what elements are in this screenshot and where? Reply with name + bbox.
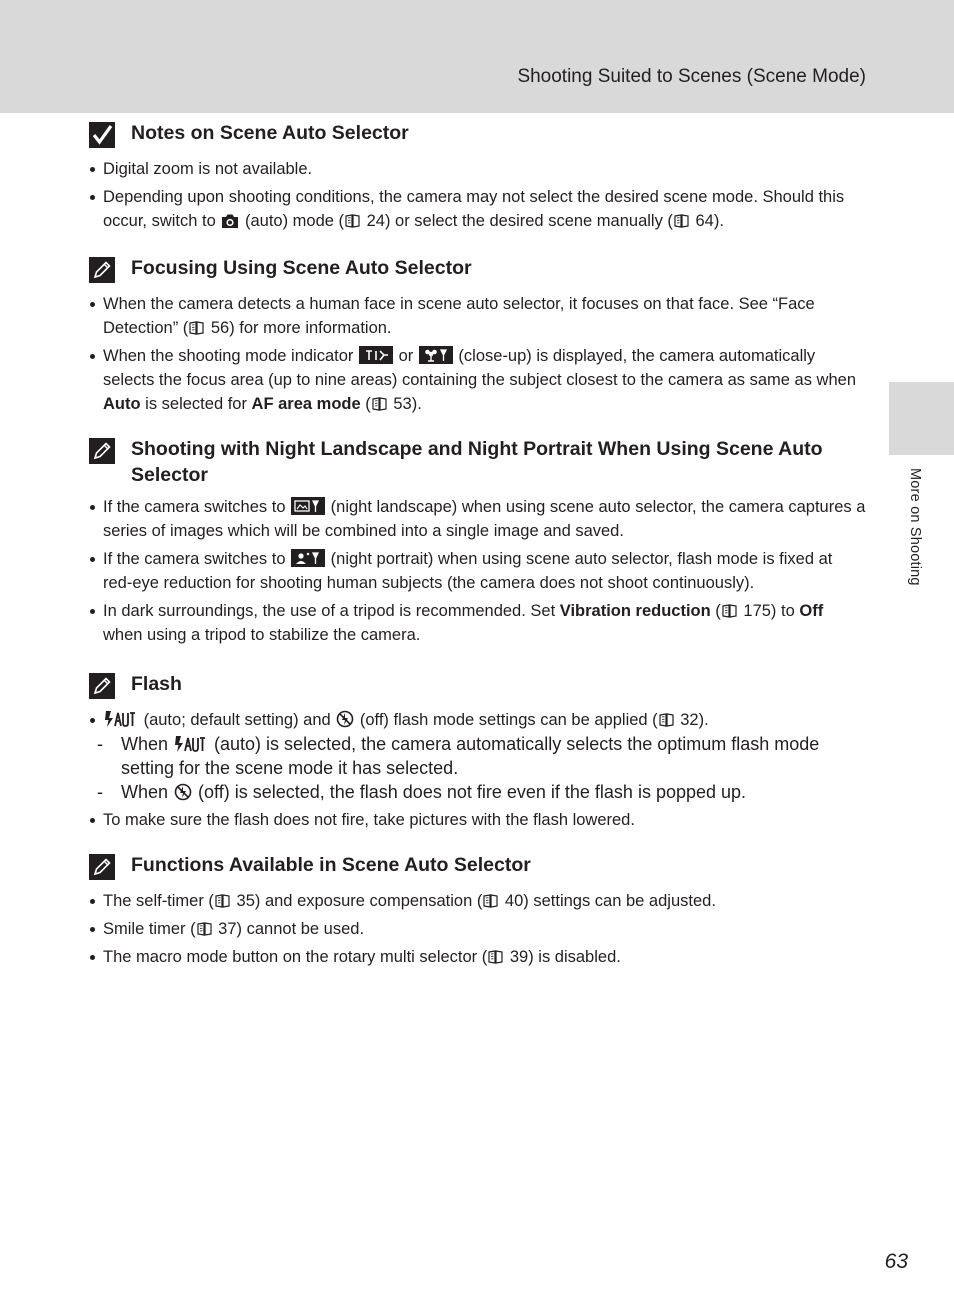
book-reference-icon [197, 922, 212, 936]
section-night-landscape-portrait [88, 436, 866, 651]
pencil-icon [88, 256, 116, 284]
flash-auto-icon [174, 735, 208, 753]
checkmark-icon [88, 121, 116, 149]
sub-list-item: - When (auto) is selected, the camera automatically selects the optimum flash mode setting for the scene mode it has selected. [88, 732, 866, 780]
chapter-tab-label: More on Shooting [907, 468, 923, 586]
list-item: Digital zoom is not available. [88, 157, 866, 181]
section-heading [88, 852, 866, 882]
pencil-icon [88, 672, 116, 700]
bullet-list [88, 889, 866, 969]
list-item: Depending upon shooting conditions, the camera may not select the desired scene mode. Should this occur, switch to (auto) mode ( 24) or select the desired scene manually ( 64). [88, 185, 866, 233]
section-heading [88, 255, 866, 285]
list-item: In dark surroundings, the use of a tripod is recommended. Set Vibration reduction ( 175) to Off when using a tripod to stabilize the camera. [88, 599, 866, 647]
book-reference-icon [659, 713, 674, 727]
header-band [0, 0, 954, 113]
sub-list [88, 732, 866, 804]
bullet-list [88, 292, 866, 416]
list-item: If the camera switches to (night landscape) when using scene auto selector, the camera captures a series of images which will be combined into a single image and saved. [88, 495, 866, 543]
list-item: When the shooting mode indicator or (close-up) is displayed, the camera automatically selects the focus area (up to nine areas) containing the subject closest to the camera as same as when Auto is selected for AF area mode ( 53). [88, 344, 866, 416]
section-heading [88, 436, 866, 488]
bullet-list [88, 495, 866, 647]
section-title: Notes on Scene Auto Selector [131, 122, 409, 144]
section-flash [88, 671, 866, 836]
list-item: Smile timer ( 37) cannot be used. [88, 917, 866, 941]
section-title: Flash [131, 673, 182, 695]
book-reference-icon [345, 214, 360, 228]
night-portrait-icon [291, 549, 325, 567]
book-reference-icon [372, 397, 387, 411]
book-reference-icon [189, 321, 204, 335]
close-up-flower-icon [419, 346, 453, 364]
section-heading [88, 671, 866, 701]
list-item: The self-timer ( 35) and exposure compensation ( 40) settings can be adjusted. [88, 889, 866, 913]
book-reference-icon [488, 950, 503, 964]
list-item: (auto; default setting) and (off) flash mode settings can be applied ( 32). - When (auto) is selected, the camera automatically selects the optimum flash mode setting for the scene mode it has selected. - When (off) is selected, the flash does not fire even if the flash is popped up. [88, 708, 866, 804]
section-notes-scene-auto-selector [88, 120, 866, 237]
section-title: Shooting with Night Landscape and Night Portrait When Using Scene Auto Selector [131, 438, 823, 486]
section-heading [88, 120, 866, 150]
section-functions-available [88, 852, 866, 973]
list-item: When the camera detects a human face in scene auto selector, it focuses on that face. See “Face Detection” ( 56) for more information. [88, 292, 866, 340]
flash-off-icon [336, 710, 354, 728]
chapter-tab [889, 382, 954, 455]
pencil-icon [88, 853, 116, 881]
section-title: Focusing Using Scene Auto Selector [131, 257, 472, 279]
section-title: Functions Available in Scene Auto Selector [131, 854, 531, 876]
flash-off-icon [174, 783, 192, 801]
pencil-icon [88, 437, 116, 465]
list-item: To make sure the flash does not fire, take pictures with the flash lowered. [88, 808, 866, 832]
bullet-list [88, 708, 866, 832]
book-reference-icon [483, 894, 498, 908]
scene-auto-indicator-icon [359, 346, 393, 364]
bullet-list [88, 157, 866, 233]
book-reference-icon [722, 604, 737, 618]
list-item: The macro mode button on the rotary multi selector ( 39) is disabled. [88, 945, 866, 969]
book-reference-icon [215, 894, 230, 908]
list-item: If the camera switches to (night portrait) when using scene auto selector, flash mode is fixed at red-eye reduction for shooting human subjects (the camera does not shoot continuously). [88, 547, 866, 595]
section-focusing [88, 255, 866, 420]
page-number: 63 [884, 1250, 908, 1273]
flash-auto-icon [104, 710, 138, 728]
page-header-title: Shooting Suited to Scenes (Scene Mode) [517, 66, 866, 87]
book-reference-icon [674, 214, 689, 228]
night-landscape-icon [291, 497, 325, 515]
camera-icon [221, 213, 239, 229]
sub-list-item: - When (off) is selected, the flash does not fire even if the flash is popped up. [88, 780, 866, 804]
